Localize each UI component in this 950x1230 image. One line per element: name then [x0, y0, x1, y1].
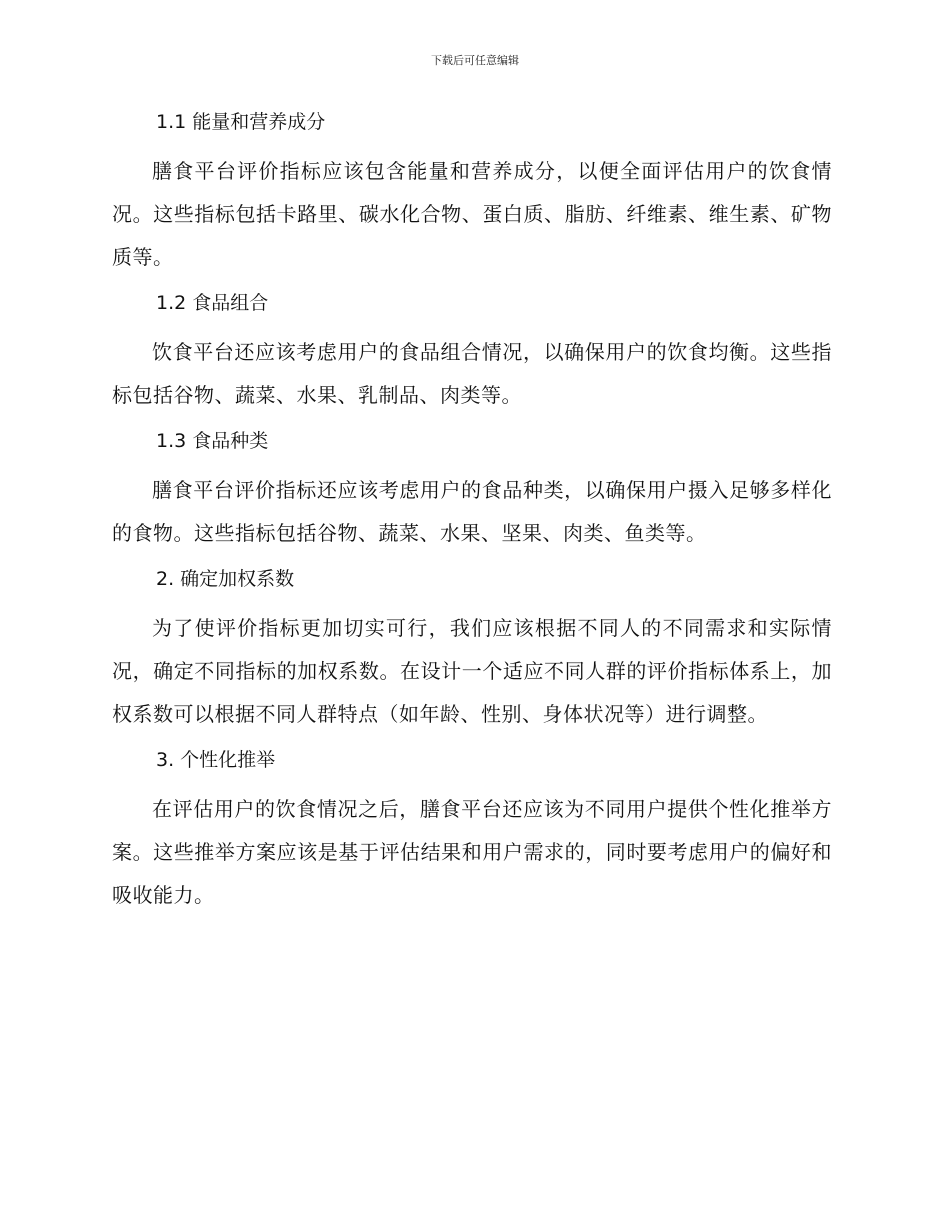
section-paragraph-food-combination: 饮食平台还应该考虑用户的食品组合情况，以确保用户的饮食均衡。这些指标包括谷物、蔬菜、水果、乳制品、肉类等。: [112, 340, 832, 407]
section-heading-food-variety: 1.3 食品种类: [156, 430, 269, 452]
section-paragraph-weighting: 为了使评价指标更加切实可行，我们应该根据不同人的不同需求和实际情况，确定不同指标的加权系数。在设计一个适应不同人群的评价指标体系上，加权系数可以根据不同人群特点（如年龄、性别、身体状况等）进行调整。: [112, 616, 832, 726]
section-paragraph-personalized: 在评估用户的饮食情况之后，膳食平台还应该为不同用户提供个性化推举方案。这些推举方案应该是基于评估结果和用户需求的，同时要考虑用户的偏好和吸收能力。: [112, 797, 832, 907]
section-heading-energy-nutrients: 1.1 能量和营养成分: [156, 111, 326, 133]
section-paragraph-energy-nutrients: 膳食平台评价指标应该包含能量和营养成分，以便全面评估用户的饮食情况。这些指标包括卡路里、碳水化合物、蛋白质、脂肪、纤维素、维生素、矿物质等。: [112, 159, 832, 269]
document-body: [112, 108, 832, 927]
page-header: 下载后可任意编辑: [431, 54, 519, 67]
section-paragraph-food-variety: 膳食平台评价指标还应该考虑用户的食品种类，以确保用户摄入足够多样化的食物。这些指标包括谷物、蔬菜、水果、坚果、肉类、鱼类等。: [112, 478, 832, 545]
section-heading-weighting: 2. 确定加权系数: [156, 568, 295, 590]
section-heading-personalized: 3. 个性化推举: [156, 749, 276, 771]
section-heading-food-combination: 1.2 食品组合: [156, 292, 269, 314]
